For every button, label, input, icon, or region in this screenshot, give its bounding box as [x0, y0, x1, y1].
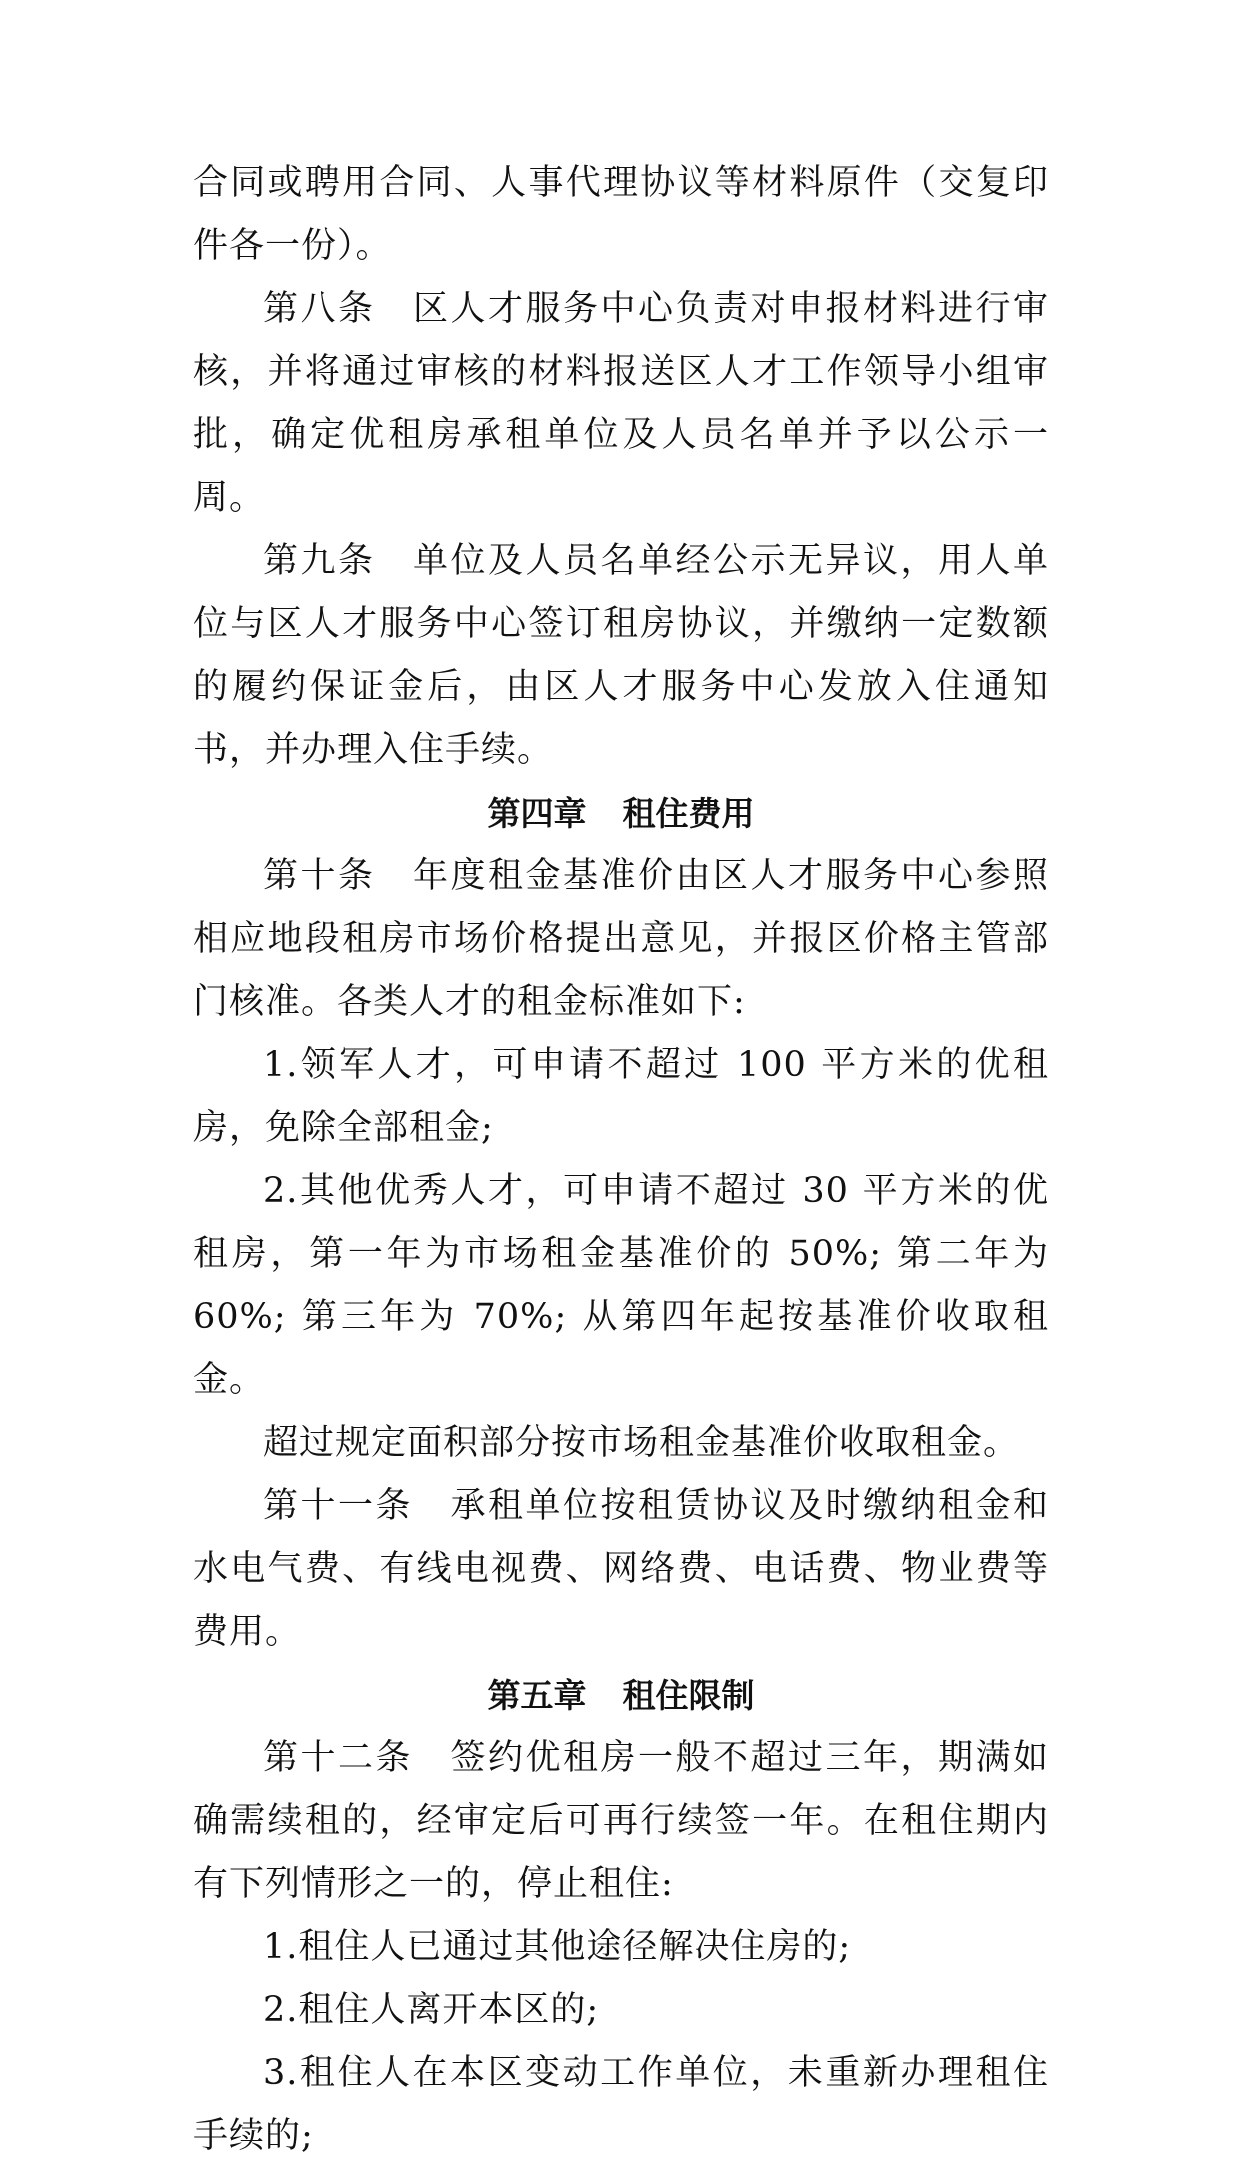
chapter-4-number: 第四章 [487, 794, 587, 833]
article-12-item-1: 1.租住人已通过其他途径解决住房的; [263, 1927, 852, 1967]
article-12-item-3: 3.租住人在本区变动工作单位，未重新办理租住手续的; [193, 2053, 1049, 2156]
article-10-extra: 超过规定面积部分按市场租金基准价收取租金。 [263, 1423, 1020, 1463]
article-10-label: 第十条 [263, 856, 376, 896]
document-page [193, 152, 1049, 2168]
chapter-5-heading [193, 1664, 1049, 1727]
chapter-4-heading [193, 782, 1049, 845]
chapter-5-number: 第五章 [487, 1676, 587, 1715]
article-12-label: 第十二条 [263, 1738, 413, 1778]
paragraph-continuation: 合同或聘用合同、人事代理协议等材料原件（交复印件各一份）。 [193, 163, 1049, 266]
article-9 [193, 530, 1049, 782]
article-10 [193, 845, 1049, 1034]
article-12-text: 签约优租房一般不超过三年，期满如确需续租的，经审定后可再行续签一年。在租住期内有下列情形之一的，停止租住: [193, 1738, 1049, 1904]
article-11 [193, 1475, 1049, 1664]
article-10-item-1: 1.领军人才，可申请不超过 100 平方米的优租房，免除全部租金; [193, 1045, 1049, 1148]
article-8-text: 区人才服务中心负责对申报材料进行审核，并将通过审核的材料报送区人才工作领导小组审批，确定优租房承租单位及人员名单并予以公示一周。 [193, 289, 1049, 518]
article-8 [193, 278, 1049, 530]
article-10-item-2: 2.其他优秀人才，可申请不超过 30 平方米的优租房，第一年为市场租金基准价的 50%; 第二年为 60%; 第三年为 70%; 从第四年起按基准价收取租金。 [193, 1171, 1049, 1400]
article-12-item-2: 2.租住人离开本区的; [263, 1990, 600, 2030]
article-8-label: 第八条 [263, 289, 376, 329]
article-11-label: 第十一条 [263, 1486, 413, 1526]
chapter-4-title: 租住费用 [622, 794, 755, 833]
article-11-text: 承租单位按租赁协议及时缴纳租金和水电气费、有线电视费、网络费、电话费、物业费等费用。 [193, 1486, 1049, 1652]
article-9-label: 第九条 [263, 541, 376, 581]
article-12 [193, 1727, 1049, 1916]
article-9-text: 单位及人员名单经公示无异议，用人单位与区人才服务中心签订租房协议，并缴纳一定数额的履约保证金后，由区人才服务中心发放入住通知书，并办理入住手续。 [193, 541, 1049, 770]
chapter-5-title: 租住限制 [622, 1676, 755, 1715]
article-10-text: 年度租金基准价由区人才服务中心参照相应地段租房市场价格提出意见，并报区价格主管部门核准。各类人才的租金标准如下: [193, 856, 1049, 1022]
